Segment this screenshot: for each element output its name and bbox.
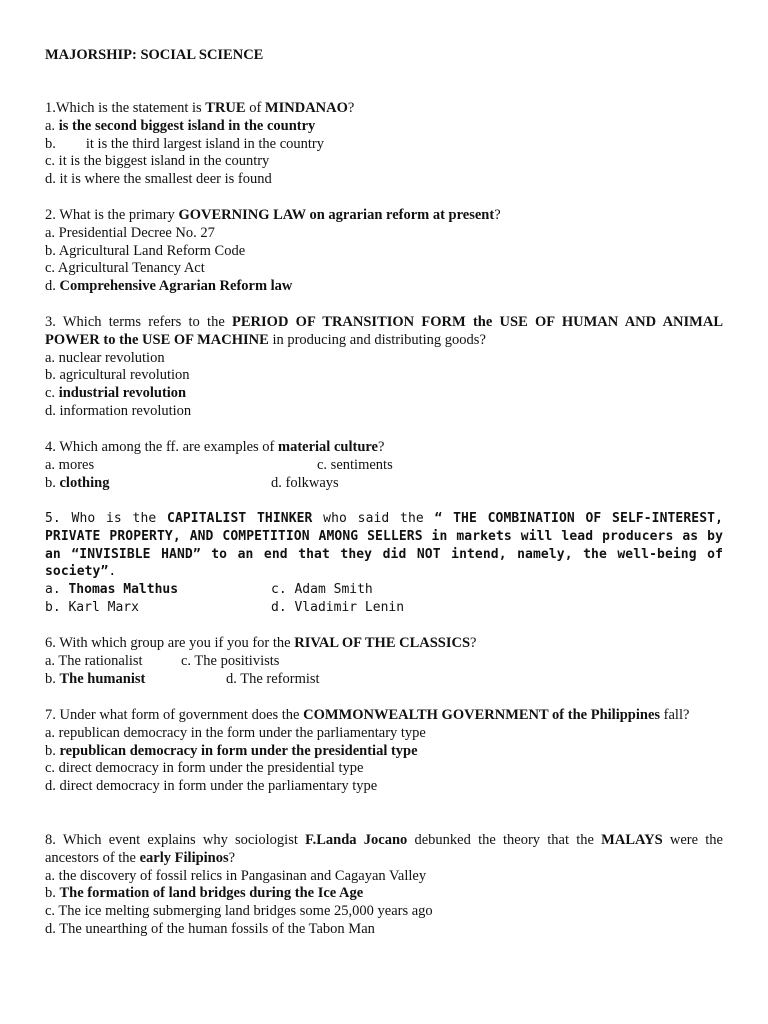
question-1	[45, 100, 723, 189]
option-b: b. clothing	[45, 474, 110, 491]
question-8	[45, 832, 723, 939]
question-2	[45, 207, 723, 296]
question-6	[45, 635, 723, 688]
question-8-stem: 8. Which event explains why sociologist F.Landa Jocano debunked the theory that the MALAYS were the ancestors of the early Filipinos?	[45, 832, 723, 866]
option-a: a. the discovery of fossil relics in Pangasinan and Cagayan Valley	[45, 867, 427, 884]
question-4	[45, 439, 723, 492]
option-b: b. The formation of land bridges during the Ice Age	[45, 885, 364, 902]
option-d: d. information revolution	[45, 402, 192, 419]
option-a: a. nuclear revolution	[45, 349, 165, 366]
option-a: a. Thomas Malthus	[45, 582, 179, 598]
option-b: b. The humanist	[45, 670, 146, 687]
option-c: c. it is the biggest island in the country	[45, 153, 270, 170]
option-d: d. Comprehensive Agrarian Reform law	[45, 278, 293, 295]
option-c: c. The ice melting submerging land bridges some 25,000 years ago	[45, 903, 433, 920]
question-3-stem: 3. Which terms refers to the PERIOD OF TRANSITION FORM the USE OF HUMAN AND ANIMAL POWER to the USE OF MACHINE in producing and distributing goods?	[45, 314, 723, 348]
question-6-stem: 6. With which group are you if you for the RIVAL OF THE CLASSICS?	[45, 635, 477, 651]
option-a: a. republican democracy in the form under the parliamentary type	[45, 724, 426, 741]
options-row-ac	[45, 457, 723, 475]
page-title: MAJORSHIP: SOCIAL SCIENCE	[45, 47, 264, 63]
option-a: a. Presidential Decree No. 27	[45, 224, 215, 241]
option-a: a. is the second biggest island in the country	[45, 117, 316, 134]
option-d: d. Vladimir Lenin	[271, 599, 405, 615]
question-4-stem: 4. Which among the ff. are examples of material culture?	[45, 439, 385, 455]
option-c: c. sentiments	[317, 456, 393, 473]
option-a: a. mores	[45, 456, 95, 473]
options-row-bd	[45, 599, 723, 617]
question-5	[45, 510, 723, 617]
question-7-stem: 7. Under what form of government does the COMMONWEALTH GOVERNMENT of the Philippines fall?	[45, 707, 690, 723]
option-b: b. republican democracy in form under the presidential type	[45, 742, 418, 759]
question-3	[45, 314, 723, 421]
question-7	[45, 707, 723, 796]
option-d: d. The unearthing of the human fossils of the Tabon Man	[45, 920, 375, 937]
option-b: b. Karl Marx	[45, 599, 139, 615]
option-c: c. Agricultural Tenancy Act	[45, 260, 205, 277]
options-row-ac	[45, 581, 723, 599]
question-5-stem: 5. Who is the CAPITALIST THINKER who said the “ THE COMBINATION OF SELF-INTEREST, PRIVATE PROPERTY, AND COMPETITION AMONG SELLERS in markets will lead producers as by an “INVISIBLE HAND” to an end that they did NOT intend, namely, the well-being of society”.	[45, 511, 723, 580]
option-c: c. The positivists	[181, 652, 280, 669]
option-c: c. industrial revolution	[45, 385, 187, 402]
option-d: d. folkways	[271, 474, 339, 491]
question-1-stem: 1.Which is the statement is TRUE of MINDANAO?	[45, 100, 355, 116]
option-d: d. The reformist	[226, 670, 320, 687]
option-c: c. direct democracy in form under the presidential type	[45, 760, 364, 777]
option-b: b. agricultural revolution	[45, 367, 190, 384]
options-row-bd	[45, 671, 723, 689]
option-a: a. The rationalist	[45, 652, 143, 669]
option-d: d. it is where the smallest deer is found	[45, 171, 272, 188]
option-c: c. Adam Smith	[271, 582, 373, 598]
options-row-bd	[45, 475, 723, 493]
options-row-ac	[45, 653, 723, 671]
option-b: b. it is the third largest island in the country	[45, 135, 325, 152]
option-d: d. direct democracy in form under the parliamentary type	[45, 778, 378, 795]
option-b: b. Agricultural Land Reform Code	[45, 242, 246, 259]
question-2-stem: 2. What is the primary GOVERNING LAW on agrarian reform at present?	[45, 207, 501, 223]
